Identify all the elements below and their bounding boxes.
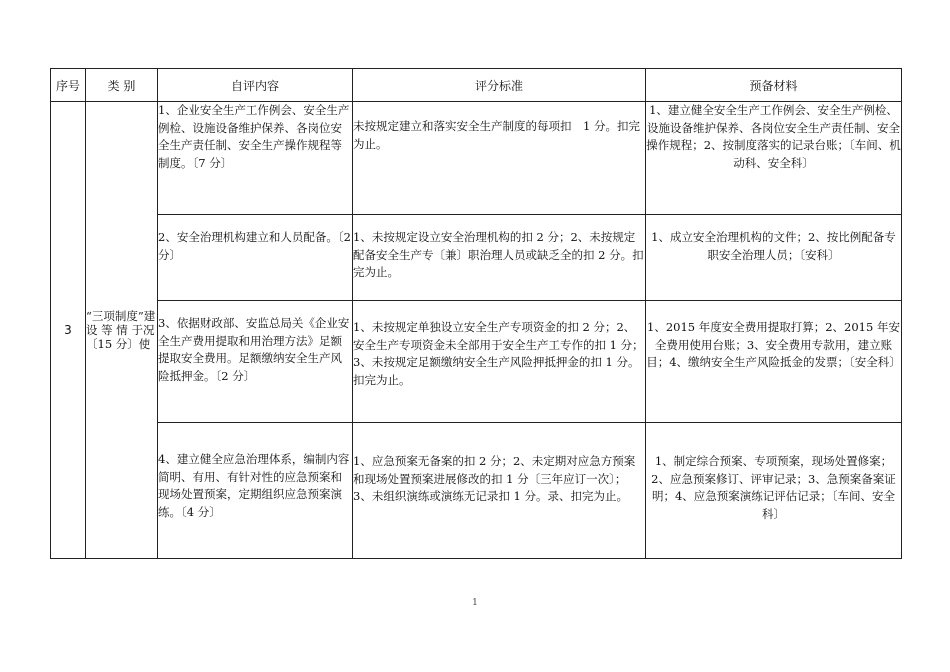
materials-cell: 1、成立安全治理机构的文件；2、按比例配备专职安全治理人员；〔安科〕: [646, 215, 902, 301]
table-row: [51, 301, 902, 423]
materials-cell: 1、制定综合预案、专项预案，现场处置修案；2、应急预案修订、评审记录；3、急预案备案证明；4、应急预案演练记评估记录；〔车间、安全科〕: [646, 423, 902, 559]
content-cell: 4、建立健全应急治理体系，编制内容简明、有用、有针对性的应急预案和现场处置预案，定期组织应急预案演练。〔4 分〕: [158, 423, 353, 559]
standard-cell: 1、未按规定设立安全治理机构的扣 2 分；2、未按规定配备安全生产专〔兼〕职治理人员或缺乏全的扣 2 分。扣完为止。: [353, 215, 646, 301]
standard-cell: 1、未按规定单独设立安全生产专项资金的扣 2 分；2、安全生产专项资金未全部用于安全生产工专作的扣 1 分；3、未按规定足额缴纳安全生产风险押抵押金的扣 1 分。扣完为止。: [353, 301, 646, 423]
content-cell: 2、安全治理机构建立和人员配备。〔2 分〕: [158, 215, 353, 301]
header-standard: 评分标准: [353, 69, 646, 102]
header-materials: 预备材料: [646, 69, 902, 102]
materials-cell: 1、建立健全安全生产工作例会、安全生产例检、设施设备维护保养、各岗位安全生产责任制、安全操作规程；2、按制度落实的记录台账；〔车间、机动科、安全科〕: [646, 102, 902, 215]
category-cell: “三项制度”建 设 等 情 于况〔15 分〕使: [86, 102, 158, 559]
header-row: [51, 69, 902, 102]
table-row: [51, 215, 902, 301]
seq-cell: 3: [51, 102, 86, 559]
standard-cell: 1、应急预案无备案的扣 2 分；2、未定期对应急方预案和现场处置预案进展修改的扣 1 分〔三年应订一次〕；3、未组织演练或演练无记录扣 1 分。录、扣完为止。: [353, 423, 646, 559]
header-content: 自评内容: [158, 69, 353, 102]
content-cell: 3、依据财政部、安监总局关《企业安全生产费用提取和用治理方法》足额提取安全费用。足额缴纳安全生产风险抵押金。〔2 分〕: [158, 301, 353, 423]
page-number: 1: [472, 598, 478, 608]
table-row: [51, 423, 902, 559]
header-seq: 序号: [51, 69, 86, 102]
table-row: [51, 102, 902, 215]
evaluation-table: [50, 68, 902, 559]
content-cell: 1、企业安全生产工作例会、安全生产例检、设施设备维护保养、各岗位安全生产责任制、安全生产操作规程等制度。〔7 分〕: [158, 102, 353, 215]
materials-cell: 1、2015 年度安全费用提取打算；2、2015 年安全费用使用台账；3、安全费用专款用，建立账目；4、缴纳安全生产风险抵金的发票；〔安全科〕: [646, 301, 902, 423]
header-category: 类 别: [86, 69, 158, 102]
standard-cell: 未按规定建立和落实安全生产制度的每项扣 1 分。扣完为止。: [353, 102, 646, 215]
